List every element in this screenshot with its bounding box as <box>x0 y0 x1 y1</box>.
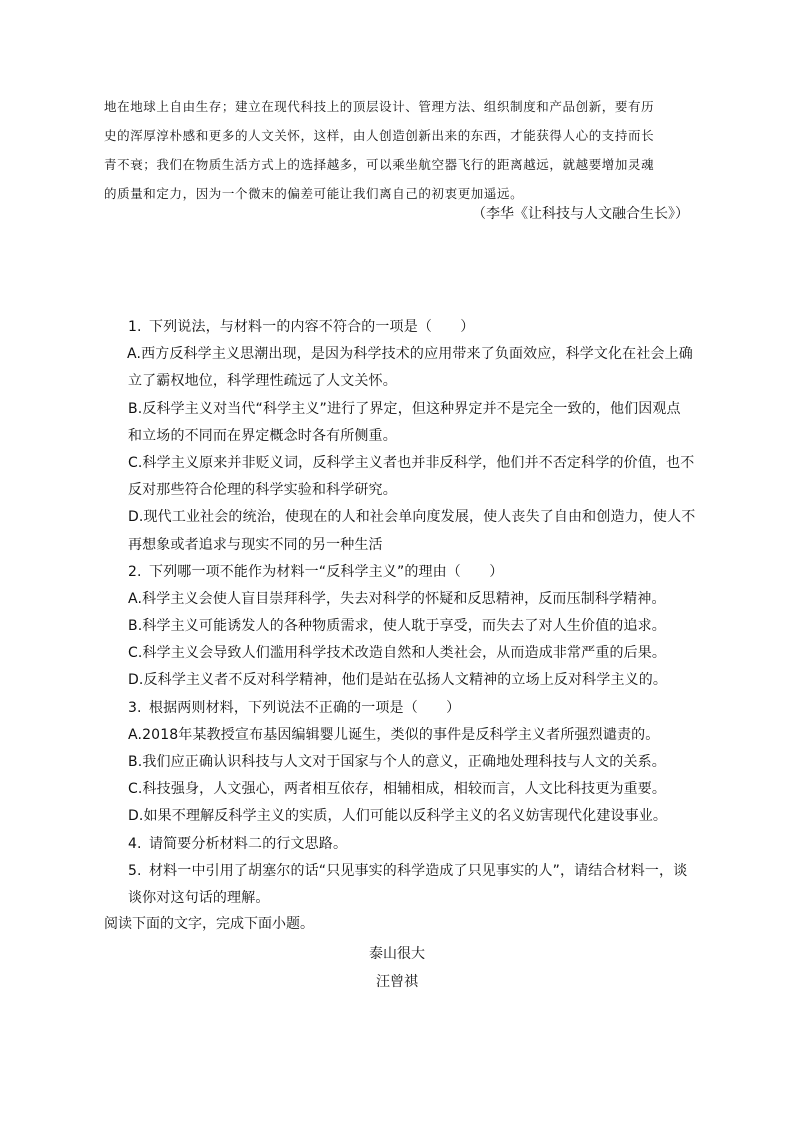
question-text: 下列说法，与材料一的内容不符合的一项是（ ） <box>149 319 475 335</box>
question-text: 根据两则材料，下列说法不正确的一项是（ ） <box>149 699 461 716</box>
excerpt-line: 地在地球上自由生存；建立在现代科技上的顶层设计、管理方法、组织制度和产品创新，要有历 <box>104 99 655 114</box>
option-text: D.反科学主义者不反对科学精神，他们是站在弘扬人文精神的立场上反对科学主义的。 <box>128 672 668 689</box>
question-stem <box>128 831 688 858</box>
question-text: 下列哪一项不能作为材料一“反科学主义”的理由（ ） <box>149 563 504 580</box>
question-number: 4. <box>128 835 142 852</box>
question-stem <box>128 559 688 586</box>
option-text: C.科技强身，人文强心，两者相互依存，相辅相成，相较而言，人文比科技更为重要。 <box>128 781 667 798</box>
option-text-cont: 和立场的不同而在界定概念时各有所侧重。 <box>128 427 397 444</box>
option-text: B.科学主义可能诱发人的各种物质需求，使人耽于享受，而失去了对人生价值的追求。 <box>128 618 666 635</box>
article-title: 泰山很大 <box>369 946 425 962</box>
question-stem <box>128 858 688 885</box>
excerpt-line: 青不衰；我们在物质生活方式上的选择越多，可以乘坐航空器飞行的距离越远，就越要增加灵魂 <box>104 157 655 172</box>
question-list <box>127 314 696 912</box>
article-author: 汪曾祺 <box>376 974 418 990</box>
question-stem <box>128 695 688 722</box>
reading-instruction: 阅读下面的文字，完成下面小题。 <box>104 916 314 932</box>
option-text: D.现代工业社会的统治，使现在的人和社会单向度发展，使人丧失了自由和创造力，使人不 <box>128 509 696 526</box>
option-text: D.如果不理解反科学主义的实质，人们可能以反科学主义的名义妨害现代化建设事业。 <box>128 808 668 825</box>
option-text: B.我们应正确认识科技与人文对于国家与个人的意义，正确地处理科技与人文的关系。 <box>128 754 666 770</box>
option-text-cont: 再想象或者追求与现实不同的另一种生活 <box>128 536 383 553</box>
option-text: A.西方反科学主义思潮出现，是因为科学技术的应用带来了负面效应，科学文化在社会上确 <box>127 346 693 363</box>
option-text: C.科学主义原来并非贬义词，反科学主义者也并非反科学，他们并不否定科学的价值，也不 <box>128 454 695 471</box>
question-number: 2. <box>128 563 142 580</box>
option-text: A.2018年某教授宣布基因编辑婴儿诞生，类似的事件是反科学主义者所强烈谴责的。 <box>128 726 660 743</box>
question-text-cont: 谈你对这句话的理解。 <box>128 889 270 906</box>
excerpt-source: （李华《让科技与人文融合生长》） <box>472 206 689 222</box>
question-text: 请简要分析材料二的行文思路。 <box>149 835 348 852</box>
question-number: 5. <box>128 862 142 879</box>
question-text: 材料一中引用了胡塞尔的话“只见事实的科学造成了只见事实的人”，请结合材料一，谈 <box>149 862 688 879</box>
question-number: 3. <box>128 699 142 716</box>
option-text: A.科学主义会使人盲目崇拜科学，失去对科学的怀疑和反思精神，反而压制科学精神。 <box>128 590 666 607</box>
option-text-cont: 反对那些符合伦理的科学实验和科学研究。 <box>128 482 397 499</box>
excerpt-paragraph <box>104 92 694 208</box>
option-text: C.科学主义会导致人们滥用科学技术改造自然和人类社会，从而造成非常严重的后果。 <box>128 645 667 662</box>
question-stem <box>128 314 688 341</box>
question-number: 1. <box>128 319 142 335</box>
option-text-cont: 立了霸权地位，科学理性疏远了人文关怀。 <box>128 373 397 390</box>
excerpt-line: 的质量和定力，因为一个微末的偏差可能让我们离自己的初衷更加遥远。 <box>104 186 524 201</box>
option-text: B.反科学主义对当代“科学主义”进行了界定，但这种界定并不是完全一致的，他们因观点 <box>128 400 681 417</box>
excerpt-line: 史的浑厚淳朴感和更多的人文关怀，这样，由人创造创新出来的东西，才能获得人心的支持而长 <box>104 128 655 143</box>
